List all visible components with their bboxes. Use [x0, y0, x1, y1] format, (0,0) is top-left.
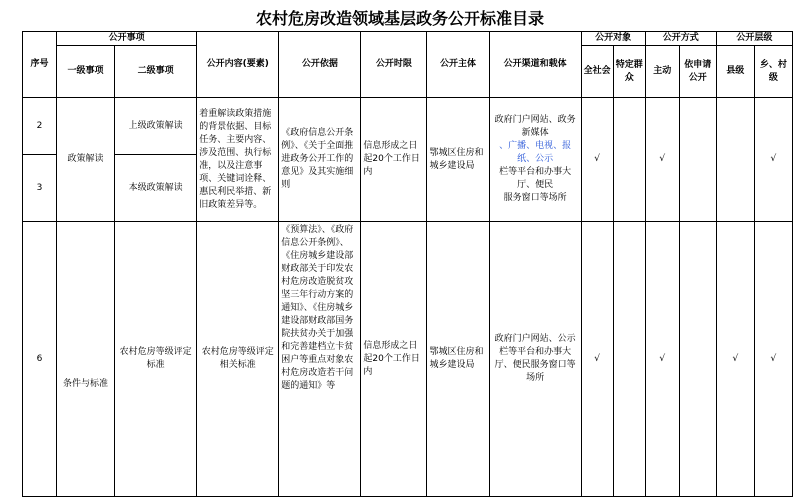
- cell-level2: 上级政策解读: [115, 98, 197, 155]
- cell-level1: 条件与标准: [57, 222, 115, 497]
- channel-line: 政府门户网站、政务新媒体: [494, 115, 576, 138]
- header-method-apply: 依申请公开: [679, 46, 716, 98]
- cell-target-specific-check: [613, 222, 645, 497]
- header-basis: 公开依据: [279, 32, 361, 98]
- header-row-1: [23, 32, 793, 46]
- cell-channel: [489, 98, 581, 222]
- header-target-specific: 特定群众: [613, 46, 645, 98]
- header-method-group: 公开方式: [645, 32, 716, 46]
- standards-table: [22, 31, 793, 497]
- page-title: 农村危房改造领域基层政务公开标准目录: [255, 9, 544, 28]
- channel-line-highlighted: 、广播、电视、报纸、公示: [499, 141, 572, 164]
- cell-subject: 鄂城区住房和城乡建设局: [427, 98, 489, 222]
- cell-content: 着重解读政策措施的背景依据、目标任务、主要内容、涉及范围、执行标准，以及注意事项、关键词诠释、惠民利民举措、新旧政策差异等。: [197, 98, 279, 222]
- header-level-group: 公开层级: [716, 32, 792, 46]
- cell-level-county-check: [716, 98, 754, 222]
- header-channel: 公开渠道和载体: [489, 32, 581, 98]
- cell-method-apply-check: [679, 222, 716, 497]
- cell-method-active-check: √: [645, 222, 679, 497]
- header-deadline: 公开时限: [361, 32, 427, 98]
- cell-level1: 政策解读: [57, 98, 115, 222]
- cell-basis: 《政府信息公开条例》、《关于全面推进政务公开工作的意见》及其实施细则: [279, 98, 361, 222]
- header-matter-group: 公开事项: [57, 32, 197, 46]
- header-target-group: 公开对象: [581, 32, 645, 46]
- cell-target-all-check: √: [581, 222, 613, 497]
- cell-method-apply-check: [679, 98, 716, 222]
- cell-seq: 2: [23, 98, 57, 155]
- cell-level-county-check: √: [716, 222, 754, 497]
- cell-method-active-check: √: [645, 98, 679, 222]
- cell-subject: 鄂城区住房和城乡建设局: [427, 222, 489, 497]
- header-level2: 二级事项: [115, 46, 197, 98]
- header-seq: 序号: [23, 32, 57, 98]
- cell-deadline: 信息形成之日起20个工作日内: [361, 222, 427, 497]
- cell-deadline: 信息形成之日起20个工作日内: [361, 98, 427, 222]
- cell-channel: 政府门户网站、公示栏等平台和办事大厅、便民服务窗口等场所: [489, 222, 581, 497]
- header-method-active: 主动: [645, 46, 679, 98]
- cell-level2: 农村危房等级评定标准: [115, 222, 197, 497]
- cell-basis: 《预算法》、《政府信息公开条例》、《住房城乡建设部财政部关于印发农村危房改造脱贫攻坚三年行动方案的通知》、《住房城乡建设部财政部国务院扶贫办关于加强和完善建档立卡贫困户等重点对象农村危房改造若干问题的通知》等: [279, 222, 361, 497]
- cell-target-all-check: √: [581, 98, 613, 222]
- cell-target-specific-check: [613, 98, 645, 222]
- header-level1: 一级事项: [57, 46, 115, 98]
- cell-seq: 3: [23, 155, 57, 222]
- table-row: [23, 222, 793, 497]
- cell-level-town-check: √: [754, 222, 792, 497]
- cell-seq: 6: [23, 222, 57, 497]
- header-content: 公开内容(要素): [197, 32, 279, 98]
- channel-line: 栏等平台和办事大厅、便民: [499, 167, 572, 190]
- header-target-all: 全社会: [581, 46, 613, 98]
- header-level-town: 乡、村级: [754, 46, 792, 98]
- table-row: [23, 98, 793, 155]
- cell-content: 农村危房等级评定相关标准: [197, 222, 279, 497]
- cell-level-town-check: √: [754, 98, 792, 222]
- cell-level2: 本级政策解读: [115, 155, 197, 222]
- header-subject: 公开主体: [427, 32, 489, 98]
- channel-line: 服务窗口等场所: [503, 193, 567, 203]
- header-level-county: 县级: [716, 46, 754, 98]
